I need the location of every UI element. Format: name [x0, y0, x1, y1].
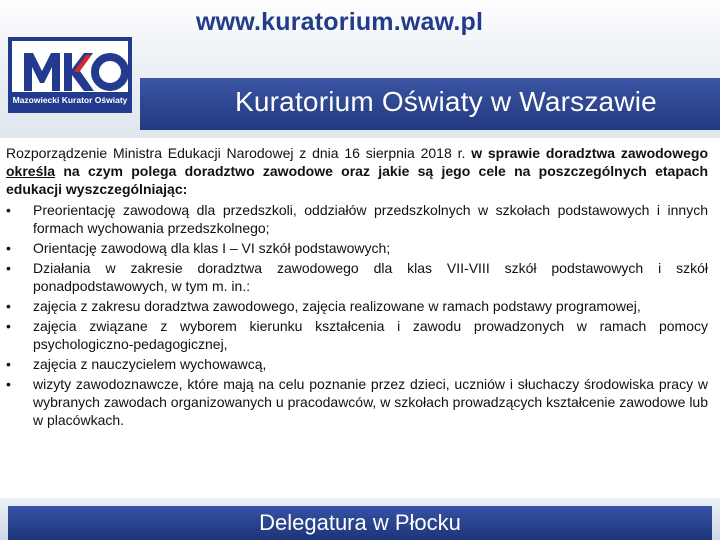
bullet-list — [6, 201, 708, 429]
list-item — [6, 201, 708, 237]
mko-logo — [8, 37, 132, 113]
page-title: Kuratorium Oświaty w Warszawie — [235, 86, 657, 117]
footer-banner — [8, 506, 712, 540]
site-url: www.kuratorium.waw.pl — [196, 8, 484, 36]
list-item — [6, 317, 708, 353]
intro-bold-underlined: określa — [6, 163, 56, 179]
footer-title: Delegatura w Płocku — [259, 510, 461, 535]
list-item — [6, 239, 708, 257]
intro-plain: Rozporządzenie Ministra Edukacji Narodowej z dnia 16 sierpnia 2018 r. — [6, 145, 466, 161]
page-header — [0, 0, 720, 138]
list-item-text: Działania w zakresie doradztwa zawodowego dla klas VII-VIII szkół podstawowych i szkół ponadpodstawowych, w tym m. in.: — [33, 260, 708, 294]
list-item — [6, 259, 708, 295]
list-item — [6, 297, 708, 315]
list-item-text: Preorientację zawodową dla przedszkoli, oddziałów przedszkolnych w szkołach podstawowych i innych formach wychowania przedszkolnego; — [33, 202, 708, 236]
title-banner — [140, 78, 720, 130]
bullet-icon: • — [6, 356, 11, 372]
main-content — [6, 144, 708, 431]
page-footer — [0, 498, 720, 540]
bullet-icon: • — [6, 240, 11, 256]
logo-caption: Mazowiecki Kurator Oświaty — [12, 92, 128, 109]
list-item-text: wizyty zawodoznawcze, które mają na celu poznanie przez dzieci, uczniów i słuchaczy środowiska pracy w wybranych zawodach organizowanych u pracodawców, w szkołach prowadzących kształcenie zawodowe lub w placówkach. — [33, 376, 708, 428]
list-item-text: zajęcia związane z wyborem kierunku kształcenia i zawodu prowadzonych w ramach pomocy psychologiczno-pedagogicznej, — [33, 318, 708, 352]
intro-bold-a: w sprawie doradztwa zawodowego — [471, 145, 708, 161]
list-item-text: Orientację zawodową dla klas I – VI szkół podstawowych; — [33, 240, 391, 256]
list-item — [6, 355, 708, 373]
intro-paragraph — [6, 144, 708, 198]
bullet-icon: • — [6, 298, 11, 314]
list-item-text: zajęcia z nauczycielem wychowawcą, — [33, 356, 267, 372]
logo-mark-icon — [20, 45, 128, 97]
bullet-icon: • — [6, 260, 11, 276]
bullet-icon: • — [6, 202, 11, 218]
bullet-icon: • — [6, 376, 11, 392]
intro-bold-b: na czym polega doradztwo zawodowe oraz jakie są jego cele na poszczególnych etapach edukacji wyszczególniając: — [6, 163, 708, 197]
list-item — [6, 375, 708, 429]
bullet-icon: • — [6, 318, 11, 334]
list-item-text: zajęcia z zakresu doradztwa zawodowego, zajęcia realizowane w ramach podstawy programowej, — [33, 298, 641, 314]
